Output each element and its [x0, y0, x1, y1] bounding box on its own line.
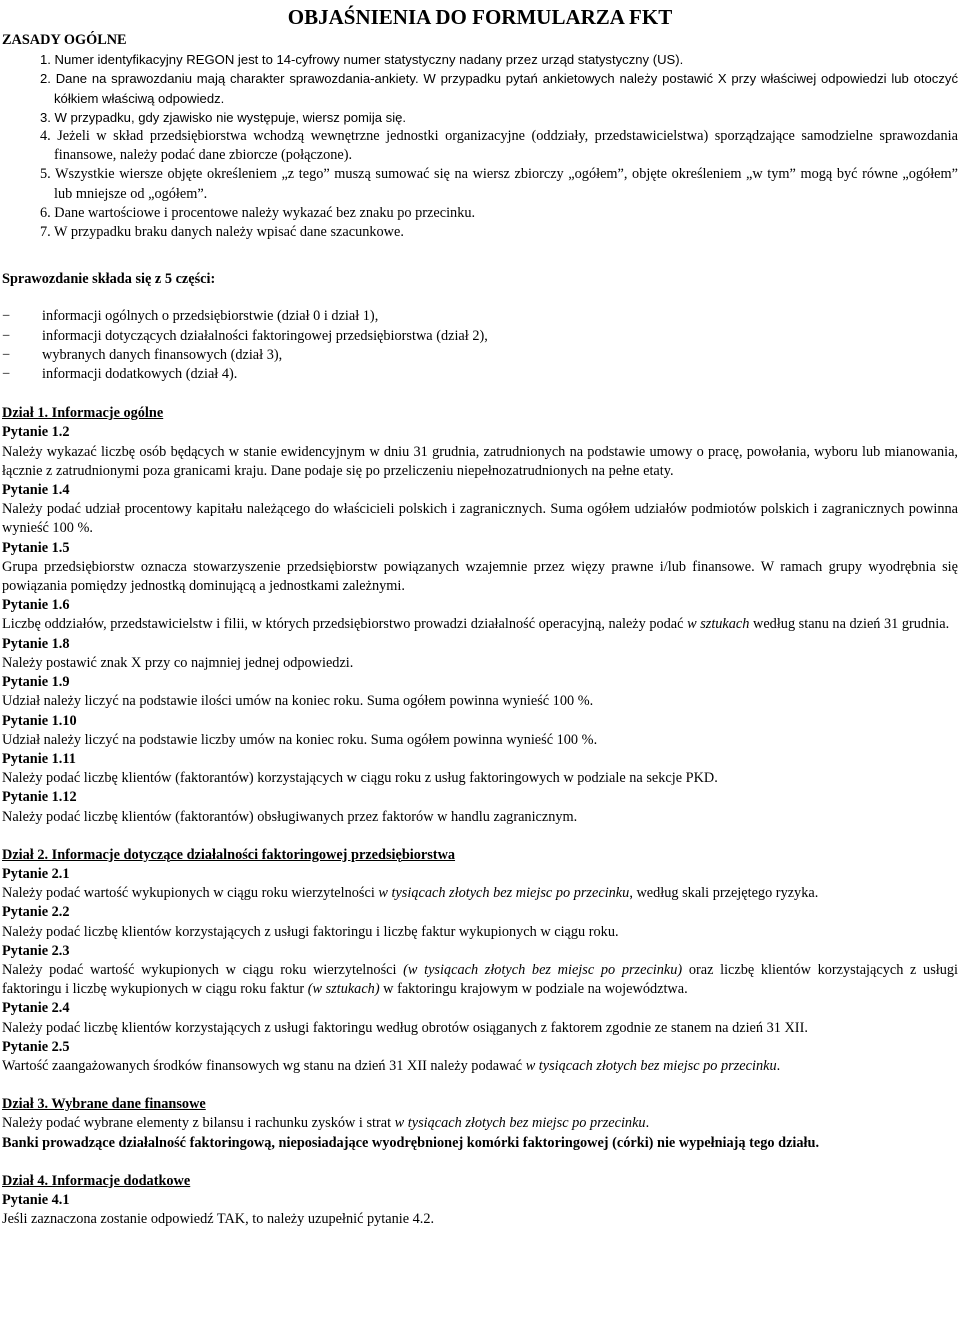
italic-run: (w tysiącach złotych bez miejsc po przecinku) [403, 961, 683, 978]
question-text: Udział należy liczyć na podstawie ilości umów na koniec roku. Suma ogółem powinna wynieść 100 %. [2, 693, 594, 710]
zasady-item: 1. Numer identyfikacyjny REGON jest to 14-cyfrowy numer statystyczny nadany przez urząd statystyczny (US). [40, 52, 684, 68]
text-run: Wartość zaangażowanych środków finansowych wg stanu na dzień 31 XII należy podawać [2, 1057, 526, 1074]
question-text: Należy podać liczbę klientów korzystających z usługi faktoringu i liczbę faktur wykupionych w ciągu roku. [2, 923, 619, 940]
question-text: Jeśli zaznaczona zostanie odpowiedź TAK, to należy uzupełnić pytanie 4.2. [2, 1211, 435, 1228]
question-label: Pytanie 2.2 [2, 904, 70, 921]
question-text [2, 615, 958, 634]
question-text: Należy podać liczbę klientów (faktorantów) obsługiwanych przez faktorów w handlu zagranicznym. [2, 808, 578, 825]
text-run: Należy podać wartość wykupionych w ciągu roku wierzytelności [2, 885, 379, 902]
dzial4-heading: Dział 4. Informacje dodatkowe [2, 1172, 191, 1189]
zasady-item: 4. Jeżeli w skład przedsiębiorstwa wchodzą wewnętrzne jednostki organizacyjne (oddziały, przedstawicielstwa) sporządzające samodzielne sprawozdania finansowe, należy podać dane zbiorcze (połączone). [40, 128, 958, 164]
question-text: Należy podać udział procentowy kapitału należącego do właścicieli polskich i zagranicznych. Suma ogółem udziałów podmiotów polskich i zagranicznych powinna wynieść 100 %. [2, 501, 958, 537]
zasady-item: 7. W przypadku braku danych należy wpisać dane szacunkowe. [40, 224, 404, 241]
text-run: Należy podać wybrane elementy z bilansu i rachunku zysków i strat [2, 1115, 395, 1132]
question-text: Należy wykazać liczbę osób będących w stanie ewidencyjnym w dniu 31 grudnia, zatrudnionych na podstawie umowy o pracę, powołania, wyboru lub mianowania, łącznie z zatrudnionymi poza granicami kraju. Dane podaje się po przeliczeniu niepełnozatrudnionych na pełne etaty. [2, 443, 958, 479]
dzial3-heading: Dział 3. Wybrane dane finansowe [2, 1096, 206, 1113]
question-label: Pytanie 1.6 [2, 597, 70, 614]
italic-run: w tysiącach złotych bez miejsc po przecinku [394, 1115, 646, 1132]
question-text [2, 961, 958, 999]
zasady-item: 3. W przypadku, gdy zjawisko nie występuje, wiersz pomija się. [40, 109, 407, 125]
question-text [2, 1057, 958, 1076]
question-label: Pytanie 1.10 [2, 712, 77, 729]
parts-heading: Sprawozdanie składa się z 5 części: [2, 271, 216, 288]
question-label: Pytanie 1.12 [2, 789, 77, 806]
question-label: Pytanie 1.11 [2, 750, 76, 767]
zasady-heading: ZASADY OGÓLNE [2, 32, 127, 48]
question-text [2, 884, 958, 903]
zasady-item: 6. Dane wartościowe i procentowe należy wykazać bez znaku po przecinku. [40, 204, 476, 221]
section-text [2, 1114, 958, 1133]
text-run: Należy podać wartość wykupionych w ciągu roku wierzytelności [2, 961, 404, 978]
question-text: Należy podać liczbę klientów korzystających z usługi faktoringu według obrotów osiąganych z faktorem zgodnie ze stanem na dzień 31 XII. [2, 1019, 808, 1036]
italic-run: w tysiącach złotych bez miejsc po przecinku [378, 885, 630, 902]
parts-item: − wybranych danych finansowych (dział 3), [2, 346, 958, 365]
italic-run: w sztukach [687, 616, 750, 633]
dzial1-heading: Dział 1. Informacje ogólne [2, 405, 164, 422]
text-run: . [645, 1115, 650, 1132]
italic-run: (w sztukach) [307, 981, 380, 998]
question-label: Pytanie 2.1 [2, 865, 70, 882]
question-label: Pytanie 1.5 [2, 539, 70, 556]
question-label: Pytanie 2.5 [2, 1038, 70, 1055]
question-label: Pytanie 2.4 [2, 1000, 70, 1017]
parts-item: − informacji dotyczących działalności faktoringowej przedsiębiorstwa (dział 2), [2, 327, 958, 346]
document-title: OBJAŚNIENIA DO FORMULARZA FKT [287, 5, 673, 29]
italic-run: w tysiącach złotych bez miejsc po przecinku [525, 1057, 777, 1074]
dzial2-heading: Dział 2. Informacje dotyczące działalności faktoringowej przedsiębiorstwa [2, 846, 456, 863]
parts-item: − informacji ogólnych o przedsiębiorstwie (dział 0 i dział 1), [2, 307, 958, 326]
text-run: . [776, 1057, 781, 1074]
question-label: Pytanie 1.9 [2, 674, 70, 691]
zasady-item: 2. Dane na sprawozdaniu mają charakter sprawozdania-ankiety. W przypadku pytań ankietowych należy postawić X przy właściwej odpowiedzi lub otoczyć kółkiem właściwą odpowiedz. [40, 71, 958, 106]
text-run: Liczbę oddziałów, przedstawicielstw i filii, w których przedsiębiorstwo prowadzi działalność operacyjną, należy podać [2, 616, 688, 633]
question-text: Grupa przedsiębiorstw oznacza stowarzyszenie przedsiębiorstw powiązanych wzajemnie przez więzy prawne i/lub finansowe. W ramach grupy wyodrębnia się powiązania pomiędzy jednostką dominującą a jednostkami zależnymi. [2, 558, 958, 595]
question-label: Pytanie 2.3 [2, 942, 70, 959]
question-text: Należy podać liczbę klientów (faktorantów) korzystających w ciągu roku z usług faktoringowych w podziale na sekcje PKD. [2, 770, 718, 787]
text-run: według stanu na dzień 31 grudnia. [749, 616, 950, 633]
question-text: Udział należy liczyć na podstawie liczby umów na koniec roku. Suma ogółem powinna wynieść 100 %. [2, 731, 598, 748]
banks-note: Banki prowadzące działalność faktoringową, nieposiadające wyodrębnionej komórki faktoringowej (córki) nie wypełniają tego działu. [2, 1134, 820, 1151]
question-label: Pytanie 1.8 [2, 635, 70, 652]
zasady-item: 5. Wszystkie wiersze objęte określeniem „z tego” muszą sumować się na wiersz zbiorczy „ogółem”, objęte określeniem „w tym” mogą być równe „ogółem” lub mniejsze od „ogółem”. [40, 166, 958, 202]
zasady-list [2, 50, 958, 242]
parts-list [2, 307, 958, 384]
parts-item: − informacji dodatkowych (dział 4). [2, 365, 958, 384]
question-label: Pytanie 1.2 [2, 424, 70, 441]
text-run: oraz liczbę klientów korzystających z usługi faktoringu i liczbę wykupionych w ciągu roku faktur [2, 961, 958, 998]
text-run: w faktoringu krajowym w podziale na województwa. [379, 981, 688, 998]
question-label: Pytanie 1.4 [2, 482, 70, 499]
question-label: Pytanie 4.1 [2, 1191, 70, 1208]
question-text: Należy postawić znak X przy co najmniej jednej odpowiedzi. [2, 654, 354, 671]
text-run: , według skali przejętego ryzyka. [629, 885, 819, 902]
